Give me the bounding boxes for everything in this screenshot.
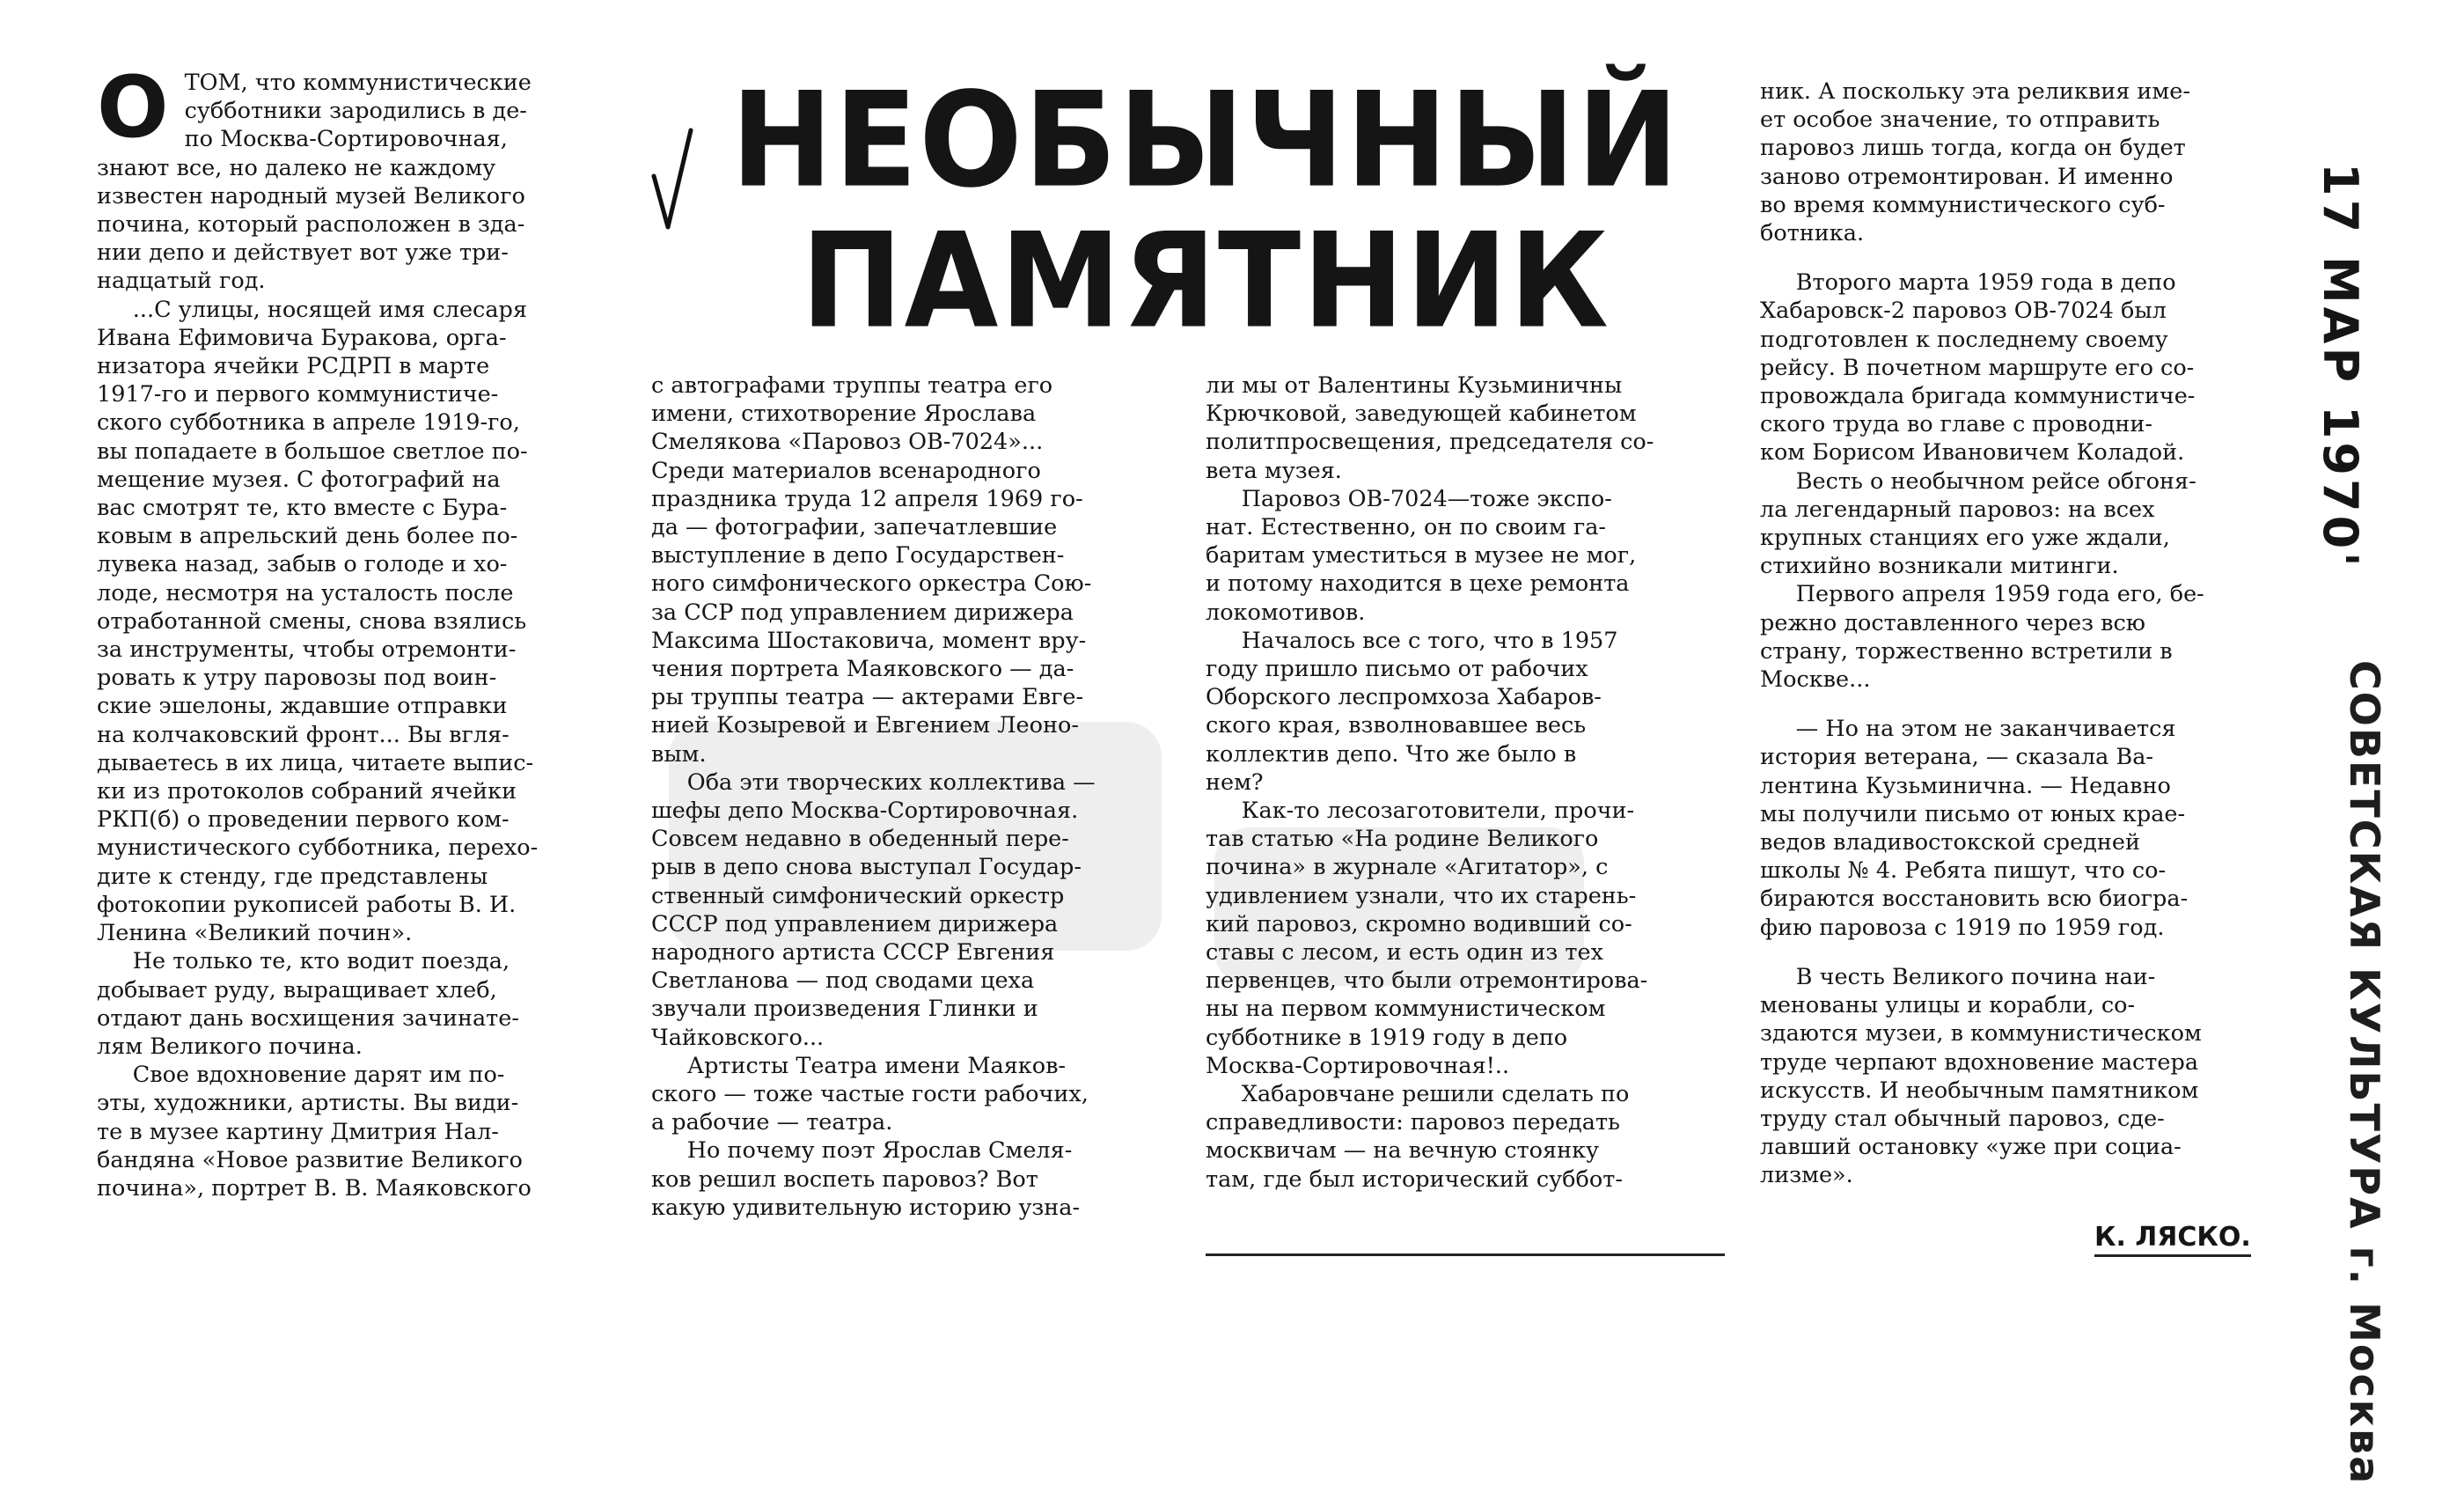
author-signature: К. ЛЯСКО. bbox=[2094, 1222, 2251, 1257]
paragraph: Началось все с того, что в 1957 году пришло письмо от рабочих Оборского леспромхоза Хабаров- ского края, взволновавшее весь коллектив депо. Что же было в нем? bbox=[1206, 627, 1618, 796]
paragraph: Но почему поэт Ярослав Смеля- ков решил воспеть паровоз? Вот какую удивительную историю узна- bbox=[651, 1137, 1081, 1221]
paragraph: Не только те, кто водит поезда, добывает руду, выращивает хлеб, отдают дань восхищения зачинате- лям Великого почина. bbox=[97, 948, 519, 1060]
checkmark-icon bbox=[647, 123, 700, 238]
paragraph: Как-то лесозаготовители, прочи- тав статью «На родине Великого почина» в журнале «Агитатор», с удивлением узнали, что их старень- кий паровоз, скромно водивший со- ставы с лесом, и есть один из тех первенцев, что были отремонтирова- ны на первом коммунистическом субботнике в 1919 году в депо Москва-Сортировочная!.. bbox=[1206, 798, 1648, 1079]
paragraph: Паровоз ОВ-7024—тоже экспо- нат. Естественно, он по своим га- баритам уместиться в музее не мог, и потому находится в цехе ремонта локомотивов. bbox=[1206, 485, 1637, 626]
article-column-1 bbox=[97, 58, 603, 1202]
article-column-2 bbox=[651, 371, 1162, 1222]
headline-line-2: ПАМЯТНИК bbox=[801, 204, 1610, 358]
paragraph: — Но на этом не заканчивается история ветерана, — сказала Ва- лентина Кузьминична. — Недавно мы получили письмо от юных крае- ведов владивостокской средней школы № 4. Ребята пишут, что со- бираются восстановить всю биогра- фию паровоза с 1919 по 1959 год. bbox=[1760, 716, 2189, 941]
paragraph: ТОМ, что коммунистические субботники зародились в де- по Москва-Сортировочная, знают все, но далеко не каждому известен народный музей Великого почина, который расположен в зда- нии депо и действует вот уже три- надцатый год. bbox=[97, 70, 532, 295]
paragraph: Хабаровчане решили сделать по справедливости: паровоз передать москвичам — на вечную стоянку там, где был исторический суббот- bbox=[1206, 1081, 1630, 1193]
date-stamp: 17 МАР 1970' bbox=[2313, 163, 2368, 570]
paragraph: Второго марта 1959 года в депо Хабаровск-2 паровоз ОВ-7024 был подготовлен к последнему своему рейсу. В почетном маршруте его со- провождала бригада коммунистиче- ского труда во главе с проводни- ком Борисом Ивановичем Коладой. bbox=[1760, 269, 2196, 467]
paragraph: с автографами труппы театра его имени, стихотворение Ярослава Смелякова «Паровоз ОВ-7024»... Среди материалов всенародного праздника труда 12 апреля 1969 го- да — фотографии, запечатлевшие выступление в депо Государствен- ного симфонического оркестра Сою- за ССР под управлением дирижера Максима Шостаковича, момент вру- чения портрета Маяковского — да- ры труппы театра — актерами Евге- нией Козыревой и Евгением Леоно- вым. bbox=[651, 372, 1092, 768]
paragraph: В честь Великого почина наи- менованы улицы и корабли, со- здаются музеи, в коммунистическом труде черпают вдохновение мастера искусств. И необычным памятником труду стал обычный паровоз, сде- лавший остановку «уже при социа- лизме». bbox=[1760, 963, 2202, 1189]
paragraph: ...С улицы, носящей имя слесаря Ивана Ефимовича Буракова, орга- низатора ячейки РСДРП в марте 1917-го и первого коммунистиче- ского субботника в апреле 1919-го, вы попадаете в большое светлое по- мещение музея. С фотографий на вас смотрят те, кто вместе с Бура- ковым в апрельский день более по- лувека назад, забыв о голоде и хо- лоде, несмотря на усталость после отработанной смены, снова взялись за инструменты, чтобы отремонти- ровать к утру паровозы под воин- ские эшелоны, ждавшие отправки на колчаковский фронт... Вы вгля- дываетесь в их лица, читаете выпис- ки из протоколов собраний ячейки РКП(б) о проведении первого ком- мунистического субботника, перехо- дите к стенду, где представлены фотокопии рукописей работы В. И. Ленина «Великий почин». bbox=[97, 296, 539, 947]
article-column-3 bbox=[1206, 371, 1725, 1194]
article-column-4 bbox=[1760, 77, 2284, 1190]
headline-line-1: НЕОБЫЧНЫЙ bbox=[730, 63, 1681, 217]
paragraph: ли мы от Валентины Кузьминичны Крючковой, заведующей кабинетом политпросвещения, председателя со- вета музея. bbox=[1206, 372, 1654, 484]
headline bbox=[722, 63, 1690, 358]
column-underline bbox=[1206, 1253, 1725, 1256]
newspaper-stamp: СОВЕТСКАЯ КУЛЬТУРА г. Москва bbox=[2341, 660, 2388, 1485]
paragraph: Свое вдохновение дарят им по- эты, художники, артисты. Вы види- те в музее картину Дмитрия Нал- бандяна «Новое развитие Великого почина», портрет В. В. Маяковского bbox=[97, 1062, 532, 1202]
drop-cap: О bbox=[97, 58, 169, 157]
paragraph: Первого апреля 1959 года его, бе- режно доставленного через всю страну, торжественно встретили в Москве... bbox=[1760, 581, 2204, 694]
paragraph: Оба эти творческих коллектива — шефы депо Москва-Сортировочная. Совсем недавно в обеденный пере- рыв в депо снова выступал Государ- ственный симфонический оркестр СССР под управлением дирижера народного артиста СССР Евгения Светланова — под сводами цеха звучали произведения Глинки и Чайковского... bbox=[651, 768, 1096, 1051]
paragraph: ник. А поскольку эта реликвия име- ет особое значение, то отправить паровоз лишь тогда, когда он будет заново отремонтирован. И именно во время коммунистического суб- ботника. bbox=[1760, 78, 2190, 247]
paragraph: Артисты Театра имени Маяков- ского — тоже частые гости рабочих, а рабочие — театра. bbox=[651, 1052, 1089, 1136]
paragraph: Весть о необычном рейсе обгоня- ла легендарный паровоз: на всех крупных станциях его уже ждали, стихийно возникали митинги. bbox=[1760, 467, 2196, 580]
